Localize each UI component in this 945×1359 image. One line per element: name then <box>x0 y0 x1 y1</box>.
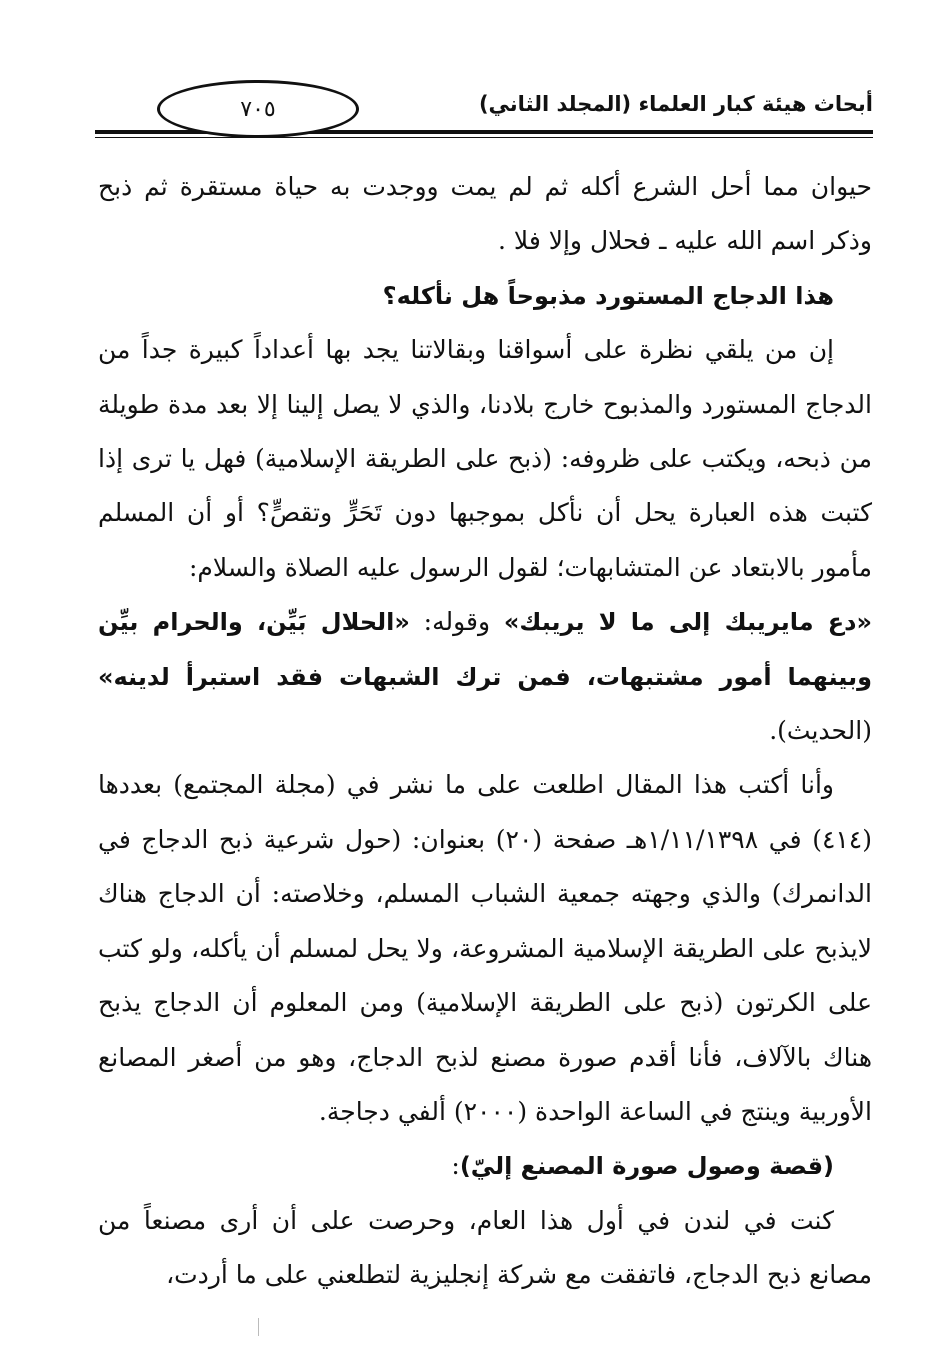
hadith-source: (الحديث). <box>769 716 872 746</box>
header-rule-thin <box>95 137 873 138</box>
factory-photo-heading-text: (قصة وصول صورة المصنع إليّ) <box>459 1152 834 1181</box>
paragraph-market-observation <box>98 323 872 758</box>
paragraph-market-text: إن من يلقي نظرة على أسواقنا وبقالاتنا يجد بها أعداداً كبيرة جداً من الدجاج المستورد والمذبوح خارج بلادنا، والذي لا يصل إلينا إلا بعد مدة طويلة من ذبحه، ويكتب على ظروفه: (ذبح على الطريقة الإسلامية) فهل يا ترى إذا كتبت هذه العبارة يحل أن نأكل بموجبها دون تَحَرٍّ وتقصٍّ؟ أو أن المسلم مأمور بالابتعاد عن المتشابهات؛ لقول الرسول عليه الصلاة والسلام: <box>98 335 872 582</box>
section-heading-factory-photo <box>98 1139 872 1193</box>
paragraph-magazine-article: وأنا أكتب هذا المقال اطلعت على ما نشر في (مجلة المجتمع) بعددها (٤١٤) في ١/١١/١٣٩٨هـ صفحة (٢٠) بعنوان: (حول شرعية ذبح الدجاج في الدانمرك) والذي وجهته جمعية الشباب المسلم، وخلاصته: أن الدجاج هناك لايذبح على الطريقة الإسلامية المشروعة، ولا يحل لمسلم أن يأكله، ولو كتب على الكرتون (ذبح على الطريقة الإسلامية) ومن المعلوم أن الدجاج يذبح هناك بالآلاف، فأنا أقدم صورة مصنع لذبح الدجاج، وهو من أصغر المصانع الأوربية وينتج في الساعة الواحدة (٢٠٠٠) ألفي دجاجة. <box>98 770 873 1126</box>
page-number-oval <box>157 80 359 138</box>
running-title: أبحاث هيئة كبار العلماء (المجلد الثاني) <box>478 92 873 116</box>
hadith-quote-halal-haram: «الحلال بَيِّن، والحرام بيِّن وبينهما أمور مشتبهات، فمن ترك الشبهات فقد استبرأ لدينه» <box>98 608 872 691</box>
page-number: ٧٠٥ <box>240 96 276 122</box>
paragraph-london-visit: كنت في لندن في أول هذا العام، وحرصت على أن أرى مصنعاً من مصانع ذبح الدجاج، فاتفقت مع شركة إنجليزية لتطلعني على ما أردت، <box>98 1205 872 1290</box>
page-body <box>98 160 872 1303</box>
paragraph-continuation: حيوان مما أحل الشرع أكله ثم لم يمت ووجدت به حياة مستقرة ثم ذبح وذكر اسم الله عليه ـ فحلال وإلا فلا . <box>98 172 872 256</box>
page-header <box>95 80 873 146</box>
section-heading-imported-chicken: هذا الدجاج المستورد مذبوحاً هل نأكله؟ <box>382 281 834 310</box>
factory-photo-heading-colon: : <box>451 1151 460 1181</box>
hadith-quote-doubt: «دع مايريبك إلى ما لا يريبك» <box>503 608 873 637</box>
hadith-connector: وقوله: <box>409 607 504 637</box>
scan-mark <box>258 1318 259 1336</box>
